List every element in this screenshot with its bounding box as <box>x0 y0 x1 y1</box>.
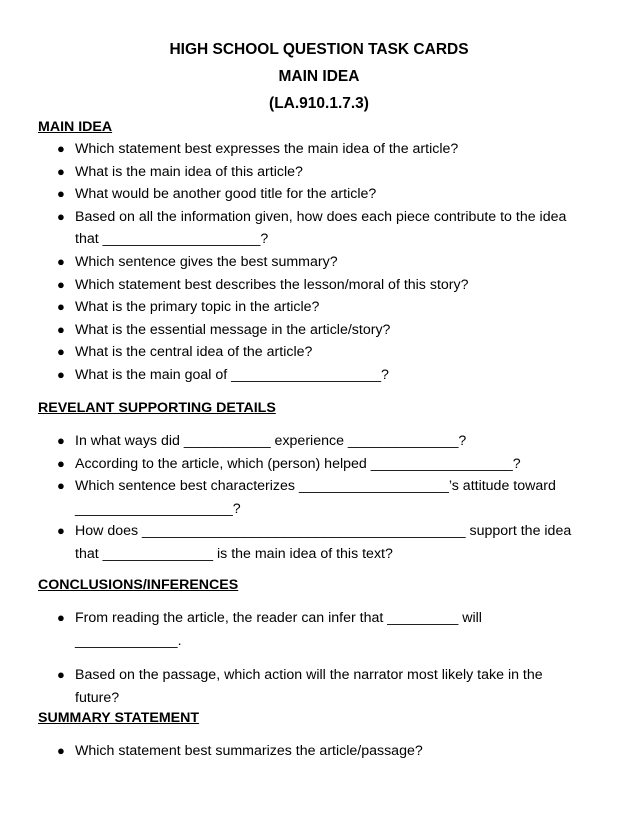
list-item-continuation <box>38 630 598 653</box>
supporting-details-list <box>38 430 598 566</box>
list-item-text: What is the primary topic in the article? <box>75 299 320 316</box>
list-item-text: Which sentence best characterizes ___________________’s attitude toward <box>75 478 556 495</box>
list-item <box>38 296 598 319</box>
section-summary-statement <box>38 708 598 763</box>
list-item <box>38 183 598 206</box>
list-item-text: that ______________ is the main idea of this text? <box>75 545 393 562</box>
bullet-icon: ● <box>57 667 65 683</box>
list-item-continuation <box>38 543 598 566</box>
list-item <box>38 206 598 229</box>
document-header <box>0 36 638 117</box>
bullet-icon: ● <box>57 253 65 269</box>
bullet-icon: ● <box>57 455 65 471</box>
list-item-text: Based on all the information given, how does each piece contribute to the idea <box>75 208 567 225</box>
list-item-text: What is the essential message in the article/story? <box>75 321 391 338</box>
section-title-summary: SUMMARY STATEMENT <box>38 710 200 726</box>
list-item <box>38 161 598 184</box>
list-item <box>38 341 598 364</box>
list-item-text: Based on the passage, which action will the narrator most likely take in the <box>75 667 543 684</box>
list-item-text: In what ways did ___________ experience ______________? <box>75 433 467 449</box>
list-item <box>38 138 598 161</box>
list-item <box>38 475 598 498</box>
list-item-text: Which statement best summarizes the article/passage? <box>75 743 423 759</box>
main-idea-list <box>38 138 598 387</box>
bullet-icon: ● <box>57 299 65 315</box>
list-item-text: According to the article, which (person) helped __________________? <box>75 455 521 472</box>
list-item-text: From reading the article, the reader can infer that _________ will <box>75 610 482 626</box>
list-item-text: _____________. <box>75 632 182 649</box>
list-item <box>38 274 598 297</box>
section-title-main-idea: MAIN IDEA <box>38 119 113 135</box>
list-item-continuation <box>38 687 598 710</box>
bullet-icon: ● <box>57 163 65 179</box>
bullet-icon: ● <box>57 478 65 494</box>
list-item-continuation <box>38 228 598 251</box>
list-item-text: What is the central idea of the article? <box>75 344 313 361</box>
list-item <box>38 453 598 476</box>
bullet-icon: ● <box>57 208 65 224</box>
list-item-text: ____________________? <box>75 500 241 517</box>
bullet-icon: ● <box>57 433 65 448</box>
list-item-text: that ____________________? <box>75 231 269 248</box>
bullet-icon: ● <box>57 743 65 758</box>
list-item <box>38 430 598 453</box>
document-subtitle: MAIN IDEA <box>278 68 360 85</box>
list-item <box>38 251 598 274</box>
bullet-icon: ● <box>57 321 65 337</box>
section-title-conclusions: CONCLUSIONS/INFERENCES <box>38 577 239 593</box>
section-title-supporting-details: REVELANT SUPPORTING DETAILS <box>38 400 276 416</box>
list-item <box>38 664 598 687</box>
bullet-icon: ● <box>57 610 65 625</box>
bullet-icon: ● <box>57 141 65 156</box>
bullet-icon: ● <box>57 523 65 539</box>
bullet-icon: ● <box>57 186 65 202</box>
section-conclusions-inferences <box>38 575 598 709</box>
list-item <box>38 319 598 342</box>
list-item-text: future? <box>75 689 120 706</box>
section-main-idea <box>38 117 598 387</box>
list-item-continuation <box>38 498 598 521</box>
bullet-icon: ● <box>57 344 65 360</box>
list-item-text: What is the main goal of ___________________? <box>75 366 389 383</box>
list-item <box>38 740 598 763</box>
bullet-icon: ● <box>57 276 65 292</box>
list-item-text: What is the main idea of this article? <box>75 163 303 180</box>
list-item-text: What would be another good title for the article? <box>75 186 377 203</box>
list-item <box>38 607 598 630</box>
list-item-text: How does _________________________________________ support the idea <box>75 523 572 540</box>
bullet-icon: ● <box>57 366 65 382</box>
list-item <box>38 364 598 387</box>
document-title: HIGH SCHOOL QUESTION TASK CARDS <box>169 41 469 58</box>
section-supporting-details <box>38 398 598 566</box>
list-item-text: Which statement best expresses the main idea of the article? <box>75 141 459 157</box>
summary-list <box>38 740 598 763</box>
standard-code: (LA.910.1.7.3) <box>269 95 369 112</box>
conclusions-list <box>38 607 598 709</box>
list-item-text: Which statement best describes the lesson/moral of this story? <box>75 276 469 293</box>
list-item-text: Which sentence gives the best summary? <box>75 253 338 270</box>
list-item <box>38 520 598 543</box>
